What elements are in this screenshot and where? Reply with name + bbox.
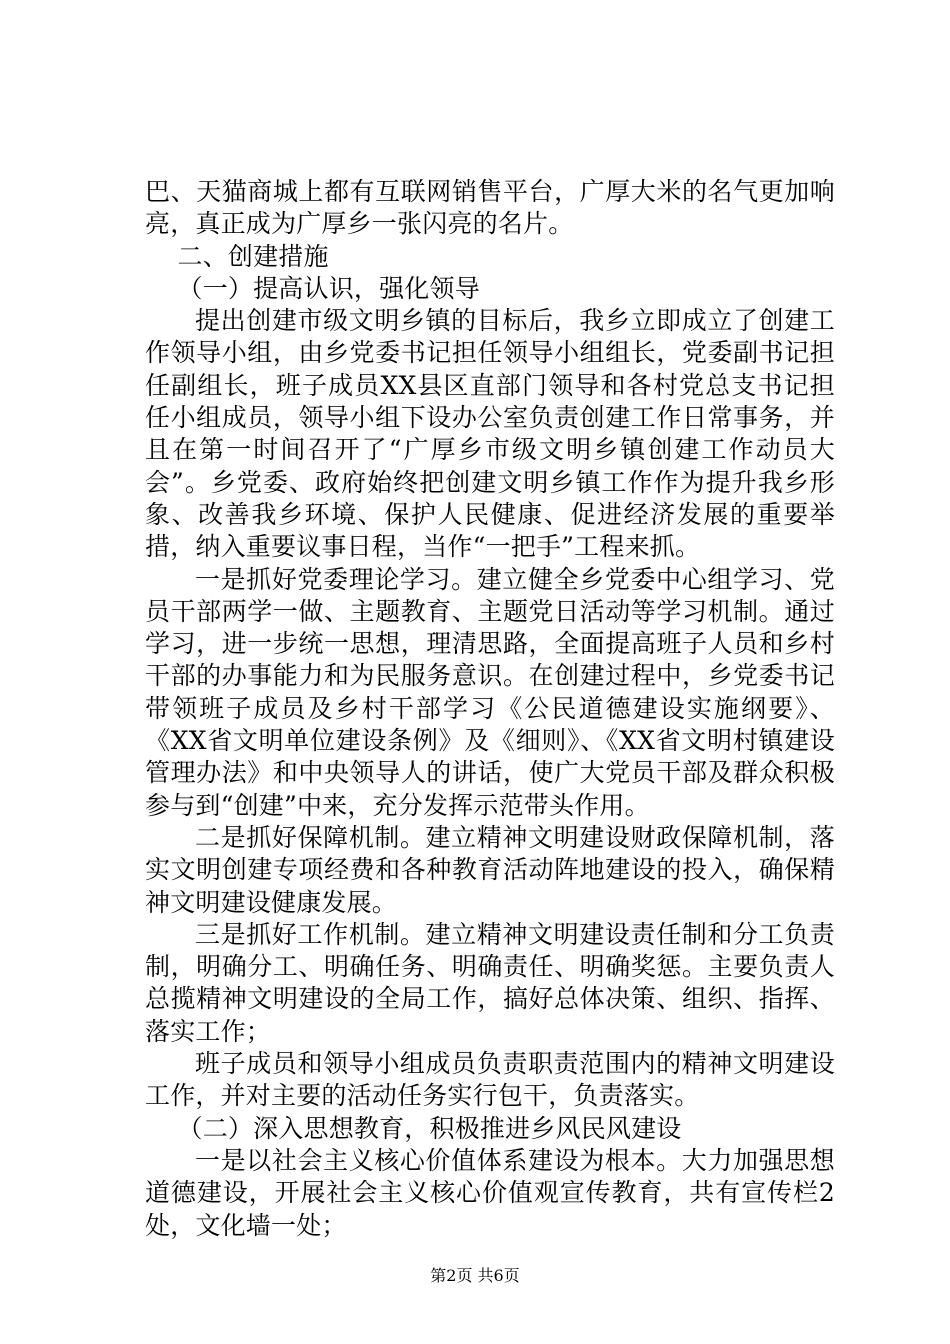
paragraph: 一是以社会主义核心价值体系建设为根本。大力加强思想道德建设，开展社会主义核心价值观宣传教育，共有宣传栏2处，文化墙一处；	[145, 1145, 835, 1240]
paragraph: 提出创建市级文明乡镇的目标后，我乡立即成立了创建工作领导小组，由乡党委书记担任领导小组组长，党委副书记担任副组长，班子成员XX县区直部门领导和各村党总支书记担任小组成员，领导小组下设办公室负责创建工作日常事务，并且在第一时间召开了“广厚乡市级文明乡镇创建工作动员大会”。乡党委、政府始终把创建文明乡镇工作作为提升我乡形象、改善我乡环境、保护人民健康、促进经济发展的重要举措，纳入重要议事日程，当作“一把手”工程来抓。	[145, 306, 835, 562]
paragraph: 班子成员和领导小组成员负责职责范围内的精神文明建设工作，并对主要的活动任务实行包干，负责落实。	[145, 1049, 835, 1111]
paragraph-continuation: 巴、天猫商城上都有互联网销售平台，广厚大米的名气更加响亮，真正成为广厚乡一张闪亮的名片。	[145, 177, 835, 239]
subsection-heading-1: （一）提高认识，强化领导	[177, 273, 480, 303]
paragraph: 一是抓好党委理论学习。建立健全乡党委中心组学习、党员干部两学一做、主题教育、主题党日活动等学习机制。通过学习，进一步统一思想，理清思路，全面提高班子人员和乡村干部的办事能力和为民服务意识。在创建过程中，乡党委书记带领班子成员及乡村干部学习《公民道德建设实施纲要》、《XX省文明单位建设条例》及《细则》、《XX省文明村镇建设管理办法》和中央领导人的讲话，使广大党员干部及群众积极参与到“创建”中来，充分发挥示范带头作用。	[145, 564, 835, 820]
document-body	[145, 176, 835, 1242]
page-footer	[0, 1266, 950, 1286]
paragraph: 二是抓好保障机制。建立精神文明建设财政保障机制，落实文明创建专项经费和各种教育活动阵地建设的投入，确保精神文明建设健康发展。	[145, 822, 835, 917]
paragraph: 三是抓好工作机制。建立精神文明建设责任制和分工负责制，明确分工、明确任务、明确责任、明确奖惩。主要负责人总揽精神文明建设的全局工作，搞好总体决策、组织、指挥、落实工作；	[145, 919, 835, 1046]
subsection-heading-2: （二）深入思想教育，积极推进乡风民风建设	[177, 1113, 682, 1143]
page-indicator: 第2页 共6页	[430, 1266, 520, 1285]
section-heading-measures: 二、创建措施	[177, 241, 329, 271]
